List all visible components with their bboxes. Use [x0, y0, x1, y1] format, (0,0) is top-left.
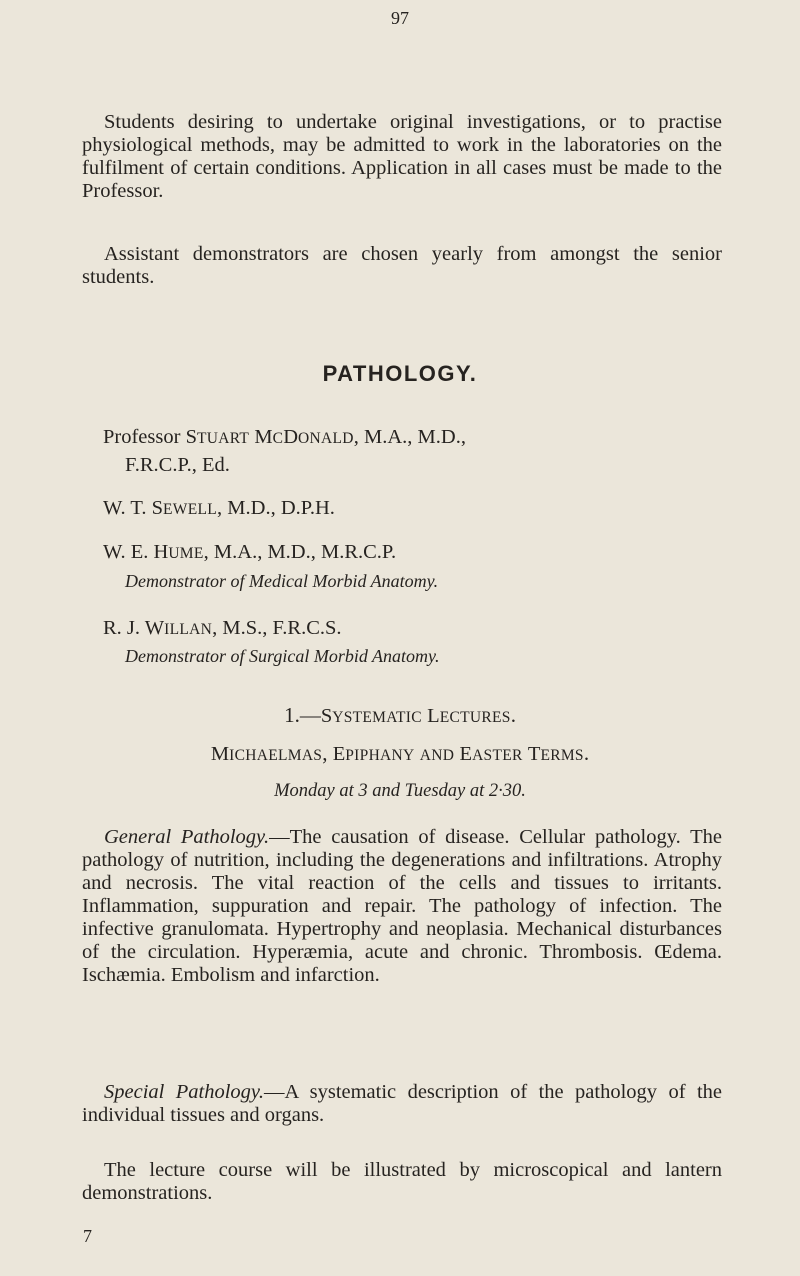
sewell-line — [103, 496, 335, 522]
general-pathology-label: General Pathology. — [104, 826, 270, 848]
sewell-qualifications: , M.D., D.P.H. — [217, 497, 335, 519]
terms-separator: , — [322, 741, 333, 765]
lectures-word2-rest: ECTURES — [439, 709, 511, 726]
special-pathology-paragraph — [82, 1081, 722, 1127]
willan-qualifications: , M.S., F.R.C.S. — [212, 617, 342, 639]
willan-line — [103, 616, 342, 642]
willan-surname-rest: ILLAN — [164, 621, 213, 638]
professor-line — [103, 425, 466, 451]
term3-initial: E — [459, 743, 473, 765]
professor-surname-rest: ONALD — [298, 430, 354, 447]
special-pathology-label: Special Pathology. — [104, 1081, 265, 1103]
terms-period: . — [583, 741, 590, 765]
sewell-initials: W. T. — [103, 497, 147, 519]
term4-initial: T — [527, 743, 541, 765]
willan-surname-initial: W — [144, 617, 165, 639]
lectures-word2-initial: L — [427, 705, 440, 727]
term1-rest: ICHAELMAS — [229, 747, 323, 764]
general-pathology-text: —The causation of disease. Cellular pathology. The pathology of nutrition, including the degenerations and infiltrations. Atrophy and necrosis. The vital reaction of the cells and tissues to irritants. Inflammation, suppuration and repair. The pathology of infection. The infective granulomata. Hypertrophy and neoplasia. Mechanical disturbances of the circulation. Hyperæmia, acute and chronic. Thrombosis. Œdema. Ischæmia. Embolism and infarction. — [82, 826, 722, 986]
sewell-surname-rest: EWELL — [163, 501, 218, 518]
lectures-word1-initial: S — [320, 705, 333, 727]
sewell-surname-initial: S — [151, 497, 164, 519]
term2-rest: PIPHANY — [345, 747, 415, 764]
section-heading: PATHOLOGY. — [322, 361, 478, 386]
term3-rest: ASTER — [472, 747, 523, 764]
illustration-note: The lecture course will be illustrated by microscopical and lantern demonstrations. — [82, 1159, 722, 1204]
lectures-heading — [0, 703, 800, 728]
professor-qualifications-line2: F.R.C.P., Ed. — [125, 454, 230, 476]
professor-name-initial: S — [185, 426, 197, 448]
term2-initial: E — [332, 743, 346, 765]
professor-surname-mid: C — [272, 430, 284, 447]
term4-rest: ERMS — [540, 747, 584, 764]
hume-initials: W. E. — [103, 541, 149, 563]
general-pathology-paragraph — [82, 826, 722, 987]
lectures-number: 1.— — [284, 703, 321, 727]
terms-and: AND — [419, 747, 455, 764]
hume-role: Demonstrator of Medical Morbid Anatomy. — [125, 571, 439, 591]
special-pathology-text: —A systematic description of the pathology of the individual tissues and organs. — [82, 1081, 722, 1126]
professor-surname-initial: M — [254, 426, 273, 448]
signature-mark: 7 — [83, 1226, 92, 1246]
lectures-word1-rest: YSTEMATIC — [332, 709, 422, 726]
lecture-times: Monday at 3 and Tuesday at 2·30. — [274, 781, 526, 801]
professor-name-rest: TUART — [196, 430, 250, 447]
hume-qualifications: , M.A., M.D., M.R.C.P. — [203, 541, 397, 563]
professor-surname-cap: D — [283, 426, 299, 448]
assistants-paragraph: Assistant demonstrators are chosen yearly from amongst the senior students. — [82, 243, 722, 288]
professor-prefix: Professor — [103, 426, 181, 448]
terms-line — [0, 741, 800, 766]
lectures-period: . — [510, 703, 516, 727]
page-number: 97 — [391, 8, 409, 28]
term1-initial: M — [210, 743, 230, 765]
willan-role: Demonstrator of Surgical Morbid Anatomy. — [125, 646, 440, 666]
professor-qualifications: , M.A., M.D., — [353, 426, 466, 448]
hume-surname-rest: UME — [168, 545, 204, 562]
hume-line — [103, 540, 396, 566]
hume-surname-initial: H — [153, 541, 169, 563]
willan-initials: R. J. — [103, 617, 141, 639]
students-paragraph: Students desiring to undertake original investigations, or to practise physiological methods, may be admitted to work in the laboratories on the fulfilment of certain conditions. Application in all cases must be made to the Professor. — [82, 111, 722, 202]
